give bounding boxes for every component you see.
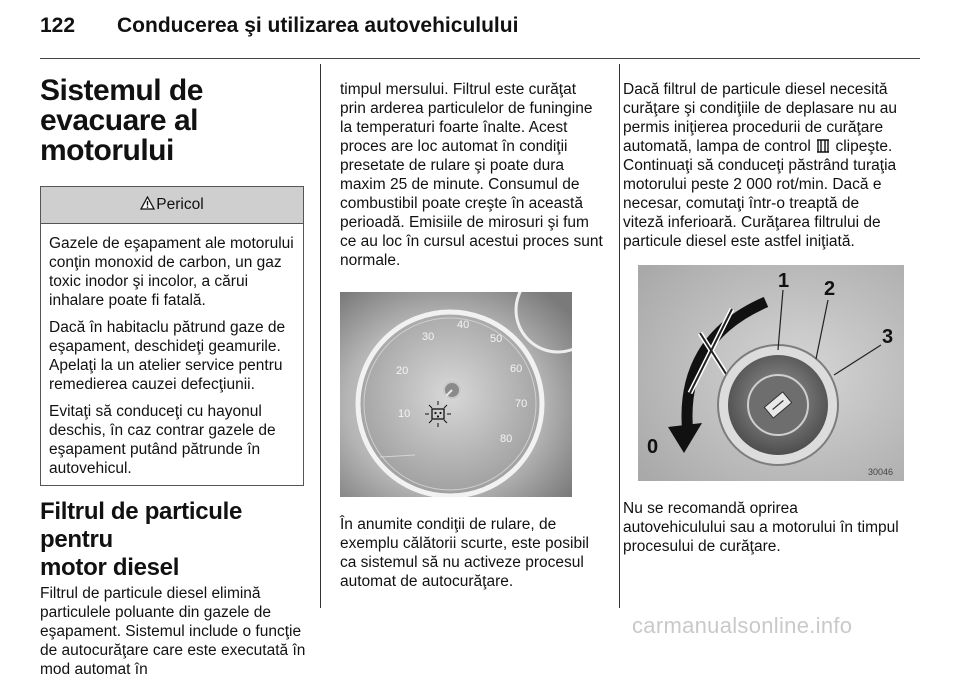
- dpf-paragraph-2: În anumite condiţii de rulare, de exemplu călătorii scurte, este posibil ca sistemul să nu activeze procesul automat de autocurăţare.: [340, 516, 589, 590]
- column-2: [340, 80, 605, 591]
- dial-label: 40: [457, 319, 470, 331]
- danger-paragraph: Dacă în habitaclu pătrund gaze de eşapament, deschideţi geamurile. Apelaţi la un atelier service pentru remedierea cauzei defecţiunii.: [49, 319, 286, 393]
- dpf-title-line-2: motor diesel: [40, 554, 180, 581]
- section-title-line-1: Sistemul de evacuare al: [40, 74, 203, 137]
- callout-label: 0: [647, 436, 659, 458]
- dpf-paragraph-3-part-2: clipeşte. Continuaţi să conduceţi păstrând turaţia motorului peste 2 000 rot/min. Dacă e necesar, comutaţi într-o treaptă de viteză inferioară. Curăţarea filtrului de particule diesel este astfel iniţiată.: [623, 138, 897, 250]
- dpf-paragraph-3-part-1: Dacă filtrul de particule diesel necesită curăţare şi condiţiile de deplasare nu au permis iniţierea procedurii de curăţare automată, lampa de control: [623, 81, 898, 155]
- section-title-line-2: motorului: [40, 134, 174, 167]
- danger-body: [41, 224, 303, 485]
- dial-label: 80: [500, 433, 513, 445]
- dial-label: 60: [510, 363, 523, 375]
- dpf-control-lamp-icon: [815, 138, 831, 155]
- danger-paragraph: Gazele de eşapament ale motorului conţin monoxid de carbon, un gaz toxic inodor şi incolor, a cărui inhalare poate fi fatală.: [49, 235, 294, 309]
- danger-label: Pericol: [156, 196, 204, 213]
- danger-header: [41, 187, 303, 224]
- dial-label: 70: [515, 398, 528, 410]
- tachometer-figure: [340, 292, 572, 497]
- callout-label: 3: [882, 326, 894, 348]
- dpf-paragraph-1-continued: timpul mersului. Filtrul este curăţat prin arderea particulelor de funingine la temperaturi foarte înalte. Acest proces are loc automat în condiţii presetate de rulare şi poate dura maxim 25 de minute. Consumul de combustibil poate creşte în această perioadă. Emisiile de mirosuri şi fum ce au loc în cursul acestui proces sunt normale.: [340, 81, 603, 269]
- dpf-paragraph-1: Filtrul de particule diesel elimină particulele poluante din gazele de eşapament. Sistemul include o funcţie de autocurăţare care este executată în mod automat în: [40, 585, 306, 678]
- section-title-exhaust: [40, 76, 306, 166]
- danger-paragraph: Evitaţi să conduceţi cu hayonul deschis, în caz contrar gazele de eşapament putând pătrunde în autovehicul.: [49, 403, 276, 477]
- callout-label: 2: [824, 278, 836, 300]
- dpf-paragraph-4: Nu se recomandă oprirea autovehiculului sau a motorului în timpul procesului de curăţare.: [623, 500, 899, 555]
- page-number: 122: [40, 14, 76, 37]
- dial-label: 50: [490, 333, 503, 345]
- dial-label: 20: [396, 365, 409, 377]
- chapter-title: Conducerea şi utilizarea autovehiculului: [117, 14, 519, 37]
- header-rule: [40, 58, 920, 59]
- warning-triangle-icon: [140, 196, 155, 215]
- dial-label: 30: [422, 331, 435, 343]
- danger-warning-box: [40, 186, 304, 486]
- ignition-switch-figure: [638, 265, 904, 481]
- callout-label: 1: [778, 270, 790, 292]
- section-title-dpf: [40, 498, 306, 582]
- dpf-paragraph-3: [623, 80, 903, 251]
- dpf-title-line-1: Filtrul de particule pentru: [40, 498, 243, 553]
- column-1: [40, 76, 306, 679]
- figure-code: 30046: [868, 467, 894, 477]
- dial-label: 10: [398, 408, 411, 420]
- column-divider-2: [619, 64, 620, 608]
- column-3: [623, 80, 903, 556]
- watermark: carmanualsonline.info: [632, 613, 853, 638]
- column-divider-1: [320, 64, 321, 608]
